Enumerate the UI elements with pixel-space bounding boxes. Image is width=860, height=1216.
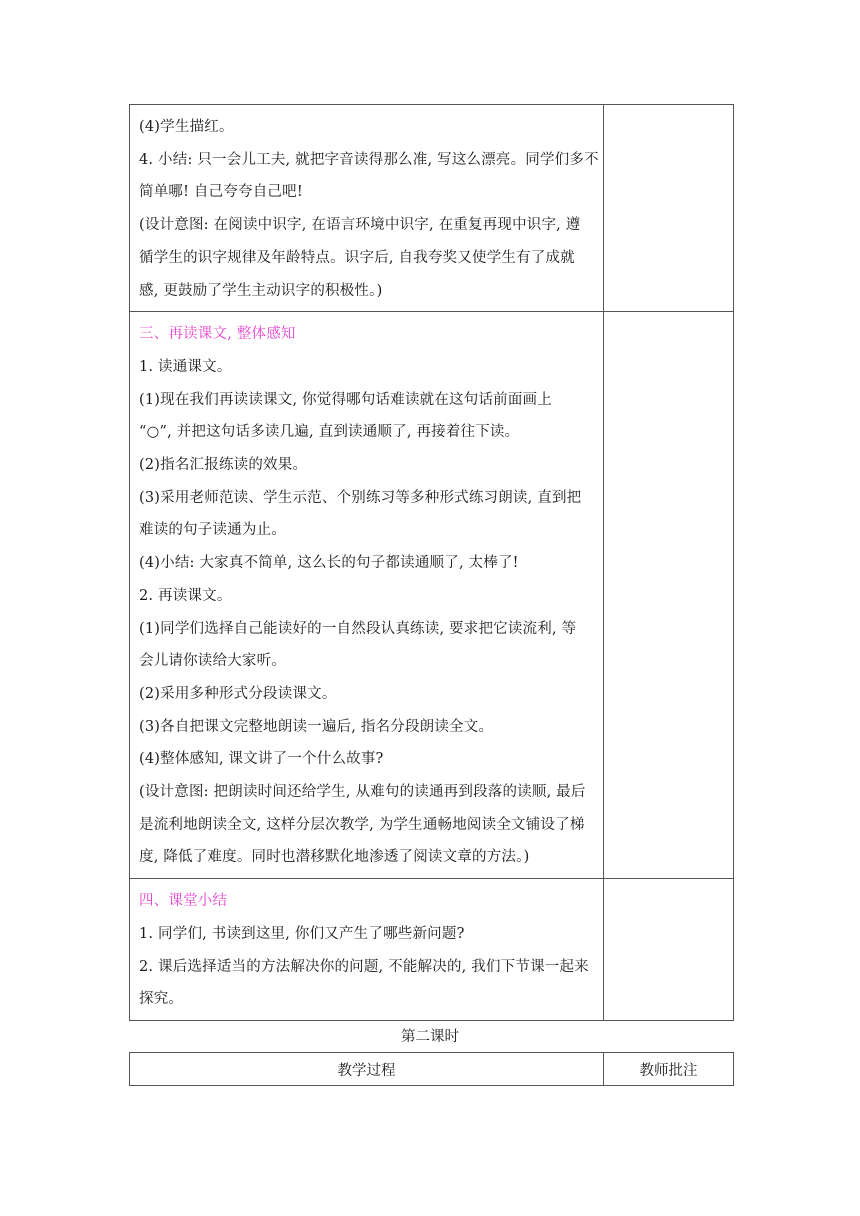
table-header-row (130, 1053, 734, 1086)
section-title: 第二课时 (401, 1029, 459, 1045)
teaching-process-cell (130, 879, 604, 1021)
lesson-plan-table (129, 104, 734, 1021)
text-line: 1. 读通课文。 (139, 358, 232, 375)
text-line: (设计意图: 在阅读中识字, 在语言环境中识字, 在重复再现中识字, 遵 (139, 217, 581, 234)
text-line: 难读的句子读通为止。 (139, 522, 286, 539)
teaching-process-cell (130, 312, 604, 879)
section-heading: 四、课堂小结 (139, 893, 228, 910)
text-line: (1)现在我们再读读课文, 你觉得哪句话难读就在这句话前面画上 (139, 391, 552, 408)
text-line: (2)指名汇报练读的效果。 (139, 457, 308, 474)
text-line: (2)采用多种形式分段读课文。 (139, 685, 337, 702)
teacher-notes-cell (604, 312, 734, 879)
text-line: 1. 同学们, 书读到这里, 你们又产生了哪些新问题? (139, 925, 465, 942)
teacher-notes-cell (604, 105, 734, 312)
table-row (130, 879, 734, 1021)
text-line: 会儿请你读给大家听。 (139, 653, 286, 670)
text-line: 度, 降低了难度。同时也潜移默化地渗透了阅读文章的方法。) (139, 849, 530, 866)
text-line: “○”, 并把这句话多读几遍, 直到读通顺了, 再接着往下读。 (139, 424, 520, 441)
text-line: 是流利地朗读全文, 这样分层次教学, 为学生通畅地阅读全文铺设了梯 (139, 816, 585, 833)
text-line: (1)同学们选择自己能读好的一自然段认真练读, 要求把它读流利, 等 (139, 620, 577, 637)
table-row (130, 105, 734, 312)
text-line: (3)各自把课文完整地朗读一遍后, 指名分段朗读全文。 (139, 718, 494, 735)
section-heading: 三、再读课文, 整体感知 (139, 326, 296, 343)
text-line: 2. 再读课文。 (139, 587, 232, 604)
text-line: 简单哪! 自己夸夸自己吧! (139, 184, 303, 201)
text-line: (4)整体感知, 课文讲了一个什么故事? (139, 751, 384, 768)
text-line: 探究。 (139, 991, 184, 1008)
table-row (130, 312, 734, 879)
text-line: 4. 小结: 只一会儿工夫, 就把字音读得那么准, 写这么漂亮。同学们多不 (139, 151, 599, 168)
teaching-process-cell (130, 105, 604, 312)
teacher-notes-cell (604, 879, 734, 1021)
column-header-notes: 教师批注 (604, 1053, 734, 1086)
text-line: (3)采用老师范读、学生示范、个别练习等多种形式练习朗读, 直到把 (139, 489, 582, 506)
lesson-header-table (129, 1052, 734, 1086)
text-line: (4)小结: 大家真不简单, 这么长的句子都读通顺了, 太棒了! (139, 555, 519, 572)
text-line: (设计意图: 把朗读时间还给学生, 从难句的读通再到段落的读顺, 最后 (139, 784, 586, 801)
text-line: 2. 课后选择适当的方法解决你的问题, 不能解决的, 我们下节课一起来 (139, 958, 589, 975)
text-line: (4)学生描红。 (139, 119, 234, 135)
column-header-process: 教学过程 (130, 1053, 604, 1086)
text-line: 感, 更鼓励了学生主动识字的积极性。) (139, 282, 383, 299)
text-line: 循学生的识字规律及年龄特点。识字后, 自我夸奖又使学生有了成就 (139, 249, 575, 266)
